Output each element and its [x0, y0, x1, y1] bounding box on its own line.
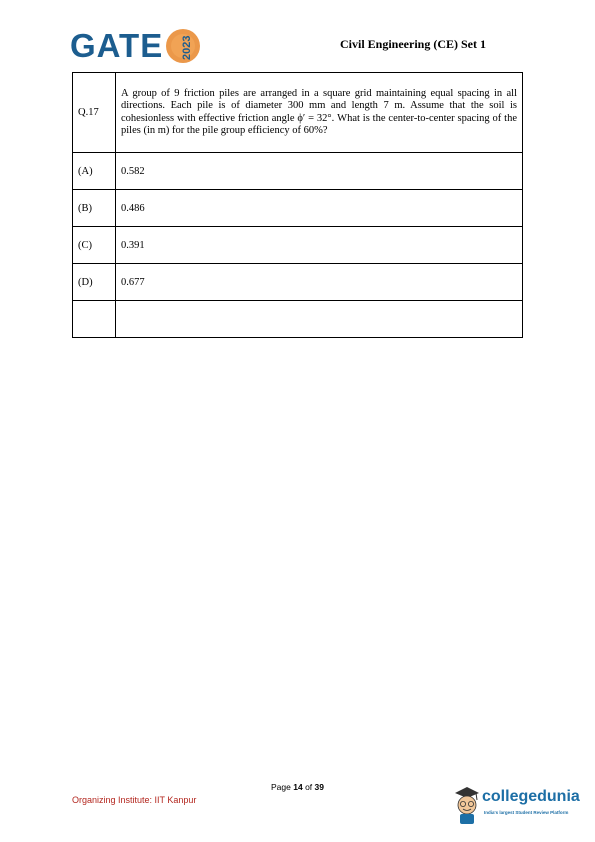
- gate-year-text: 2023: [181, 35, 193, 60]
- option-value: 0.677: [116, 264, 523, 301]
- page-sep: of: [302, 782, 315, 792]
- empty-cell: [73, 301, 116, 338]
- gate-logo: [70, 22, 193, 72]
- page-prefix: Page: [271, 782, 294, 792]
- option-label: (A): [73, 153, 116, 190]
- option-value: 0.582: [116, 153, 523, 190]
- option-row-c: [73, 227, 523, 264]
- gate-logo-text: GATE: [70, 27, 164, 64]
- page-total: 39: [314, 782, 324, 792]
- mascot-icon: [452, 785, 482, 827]
- paper-title: Civil Engineering (CE) Set 1: [340, 37, 486, 51]
- option-row-a: [73, 153, 523, 190]
- question-text: A group of 9 friction piles are arranged in a square grid maintaining equal spacing in all directions. Each pile is of diameter 300 mm and length 7 m. Assume that the soil is cohesionless with effective friction angle ϕ′ = 32°. What is the center-to-center spacing of the piles (in m) for the pile group efficiency of 60%?: [116, 73, 523, 153]
- page-current: 14: [293, 782, 303, 792]
- organizing-institute: Organizing Institute: IIT Kanpur: [72, 795, 197, 805]
- empty-row: [73, 301, 523, 338]
- option-label: (D): [73, 264, 116, 301]
- option-label: (C): [73, 227, 116, 264]
- collegedunia-logo: [452, 785, 587, 830]
- brand-name: collegedunia: [482, 788, 580, 805]
- option-label: (B): [73, 190, 116, 227]
- empty-cell: [116, 301, 523, 338]
- question-table: [72, 72, 523, 338]
- option-value: 0.486: [116, 190, 523, 227]
- question-row: [73, 73, 523, 153]
- option-value: 0.391: [116, 227, 523, 264]
- brand-tagline: India's largest Student Review Platform: [484, 810, 569, 815]
- option-row-b: [73, 190, 523, 227]
- option-row-d: [73, 264, 523, 301]
- question-number: Q.17: [73, 73, 116, 153]
- gate-year-badge: [165, 24, 205, 68]
